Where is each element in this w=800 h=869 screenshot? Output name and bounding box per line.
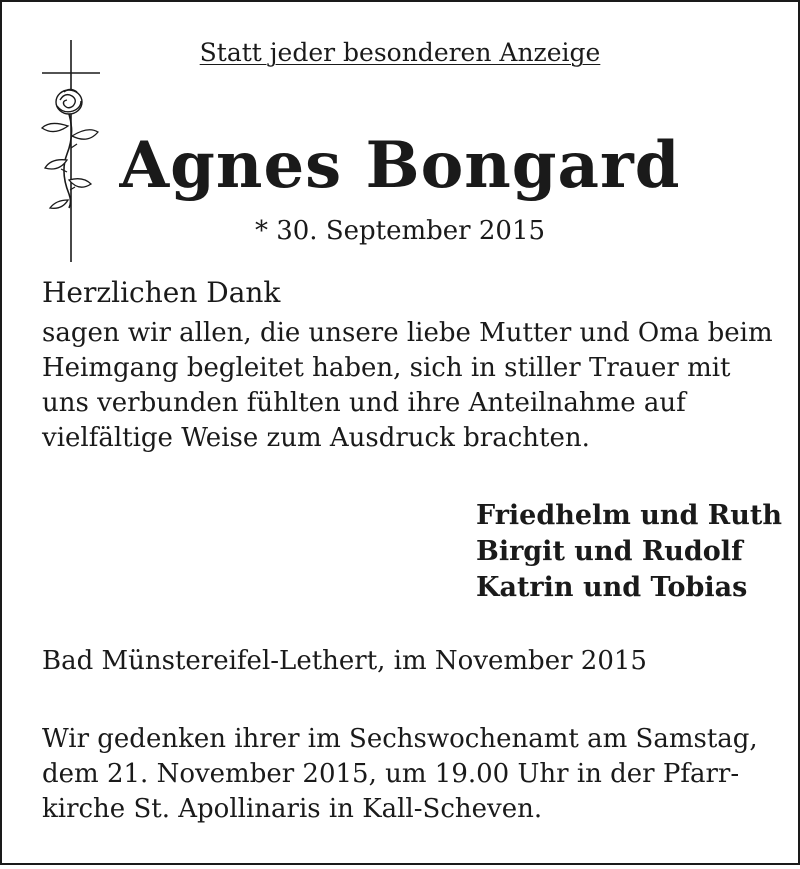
thanks-text bbox=[42, 316, 782, 456]
signer-names: Friedhelm und Ruth bbox=[476, 500, 782, 531]
signer-names: Birgit und Rudolf bbox=[476, 536, 743, 567]
thanks-title: Herzlichen Dank bbox=[42, 276, 281, 309]
thanks-line: vielfältige Weise zum Ausdruck brachten. bbox=[42, 423, 590, 453]
memorial-line: dem 21. November 2015, um 19.00 Uhr in der Pfarr- bbox=[42, 759, 740, 789]
deceased-name: Agnes Bongard bbox=[119, 128, 681, 203]
notice-header: Statt jeder besonderen Anzeige bbox=[199, 38, 601, 67]
thanks-line: uns verbunden fühlten und ihre Anteilnahme auf bbox=[42, 388, 686, 418]
birth-date: * 30. September 2015 bbox=[254, 216, 546, 246]
memorial-service-text bbox=[42, 722, 758, 827]
signers-block bbox=[476, 498, 782, 606]
memorial-line: Wir gedenken ihrer im Sechswochenamt am Samstag, bbox=[42, 724, 758, 754]
memorial-line: kirche St. Apollinaris in Kall-Scheven. bbox=[42, 794, 543, 824]
thanks-line: Heimgang begleitet haben, sich in stiller Trauer mit bbox=[42, 353, 731, 383]
thanks-line: sagen wir allen, die unsere liebe Mutter und Oma beim bbox=[42, 318, 773, 348]
place-date: Bad Münstereifel-Lethert, im November 2015 bbox=[42, 646, 647, 676]
signer-names: Katrin und Tobias bbox=[476, 572, 748, 603]
